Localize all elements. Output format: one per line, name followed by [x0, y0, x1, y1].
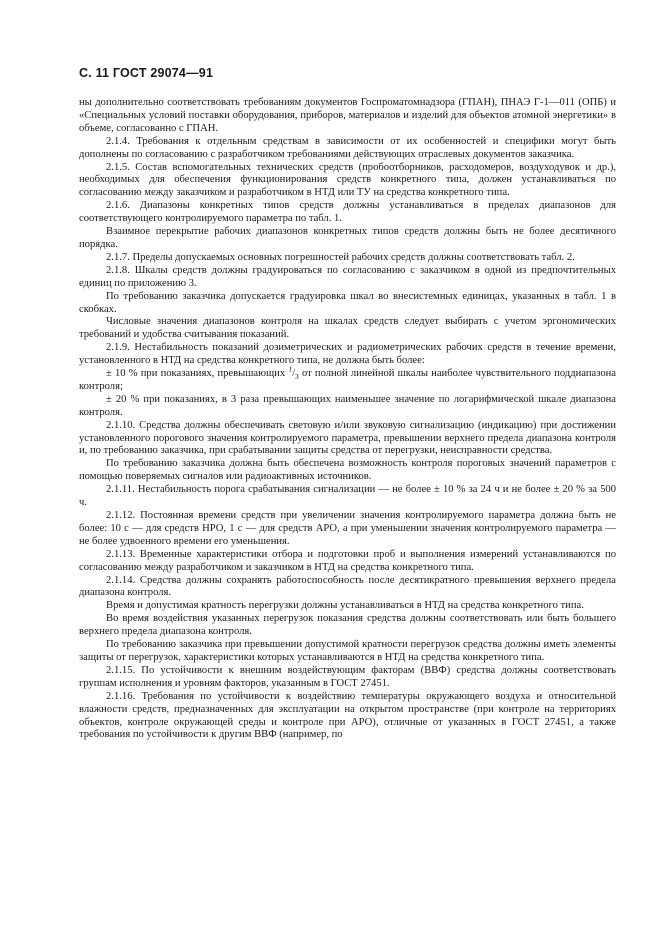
fraction-numerator: 1: [288, 364, 293, 374]
paragraph: 2.1.5. Состав вспомогательных технических средств (пробоотборников, расходомеров, воздуходувок и др.), необходимых для обеспечения функционирования средств конкретного типа, должен устанавливаться по согласованию между заказчиком и разработчиком в НТД или ТУ на средства конкретного типа.: [79, 161, 616, 199]
paragraph: 2.1.9. Нестабильность показаний дозиметрических и радиометрических рабочих средств в течение времени, установленного в НТД на средства конкретного типа, не должна быть более:: [79, 342, 616, 367]
paragraph: 2.1.6. Диапазоны конкретных типов средств должны устанавливаться в пределах диапазонов для соответствующего контролируемого параметра по табл. 1.: [79, 200, 616, 225]
paragraph: По требованию заказчика допускается градуировка шкал во внесистемных единицах, указанных в табл. 1 в скобках.: [79, 290, 616, 315]
paragraph: [79, 364, 616, 394]
paragraph: По требованию заказчика при превышении допустимой кратности перегрузок средства должны иметь элементы защиты от перегрузок, характеристики которых устанавливаются в НТД на средства конкретного типа.: [79, 639, 616, 663]
paragraph: 2.1.7. Пределы допускаемых основных погрешностей рабочих средств должны соответствовать табл. 2.: [106, 251, 575, 263]
paragraph: Взаимное перекрытие рабочих диапазонов конкретных типов средств должны быть не более десятичного порядка.: [79, 226, 616, 250]
paragraph: 2.1.16. Требования по устойчивости к воздействию температуры окружающего воздуха и относительной влажности средств, предназначенных для эксплуатации на открытом пространстве (при контроле на территориях объектов, контроле окружающей среды и контроле при АРО), отличные от указанных в ГОСТ 27451, а также требования по устойчивости к другим ВВФ (например, по: [79, 690, 616, 741]
paragraph-text: от полной линейной шкалы наиболее чувствительного поддиапазона контроля;: [79, 368, 616, 392]
paragraph: ± 20 % при показаниях, в 3 раза превышающих наименьшее значение по логарифмической шкале диапазона контроля.: [79, 393, 616, 418]
paragraph: Время и допустимая кратность перегрузки должны устанавливаться в НТД на средства конкретного типа.: [106, 600, 584, 612]
paragraph: 2.1.11. Нестабильность порога срабатывания сигнализации — не более ± 10 % за 24 ч и не более ± 20 % за 500 ч.: [79, 484, 616, 509]
paragraph: Во время воздействия указанных перегрузок показания средства должны соответствовать или быть большего верхнего предела диапазона контроля.: [79, 613, 616, 638]
paragraph: 2.1.4. Требования к отдельным средствам в зависимости от их особенностей и специфики могут быть дополнены по согласованию с разработчиком требованиями действующих отраслевых документов заказчика.: [79, 135, 616, 160]
paragraph: 2.1.12. Постоянная времени средств при увеличении значения контролируемого параметра должна быть не более: 10 с — для средств НРО, 1 с — для средств АРО, а при уменьшении значения контролируемого параметра — не более удвоенного времени его уменьшения.: [79, 510, 616, 547]
page-header: С. 11 ГОСТ 29074—91: [79, 66, 214, 80]
paragraph: Числовые значения диапазонов контроля на шкалах средств следует выбирать с учетом эргономических требований и удобства считывания показаний.: [79, 316, 616, 341]
paragraph: 2.1.8. Шкалы средств должны градуироваться по согласованию с заказчиком в одной из предпочтительных единиц по приложению 3.: [79, 264, 616, 289]
paragraph: По требованию заказчика должна быть обеспечена возможность контроля пороговых значений параметров с помощью поверяемых сигналов или радиоактивных источников.: [79, 458, 616, 483]
fraction: $^1/_3$: [288, 364, 299, 382]
paragraph: 2.1.15. По устойчивости к внешним воздействующим факторам (ВВФ) средства должны соответствовать группам исполнения и уровням факторов, указанным в ГОСТ 27451.: [79, 664, 616, 689]
paragraph: ны дополнительно соответствовать требованиям документов Госпроматомнадзора (ГПАН), ПНАЭ Г-1—011 (ОПБ) и «Специальных условий поставки оборудования, приборов, материалов и изделий для объектов атомной энергетики» в объеме, согласованно с ГПАН.: [79, 97, 616, 134]
fraction-denominator: 3: [295, 372, 299, 382]
document-body: [79, 97, 616, 742]
paragraph-text: ± 10 % при показаниях, превышающих: [106, 368, 289, 380]
paragraph: 2.1.10. Средства должны обеспечивать световую и/или звуковую сигнализацию (индикацию) при достижении установленного порогового значения контролируемого параметра, превышении верхнего предела диапазона контроля и, по требованию заказчика, при срабатывании защиты средства от перегрузки, неисправности средства.: [79, 419, 616, 457]
paragraph: 2.1.14. Средства должны сохранять работоспособность после десятикратного превышения верхнего предела диапазона контроля.: [79, 574, 616, 599]
paragraph: 2.1.13. Временные характеристики отбора и подготовки проб и выполнения измерений устанавливаются по согласованию между разработчиком и заказчиком в НТД на средства конкретного типа.: [79, 548, 616, 573]
